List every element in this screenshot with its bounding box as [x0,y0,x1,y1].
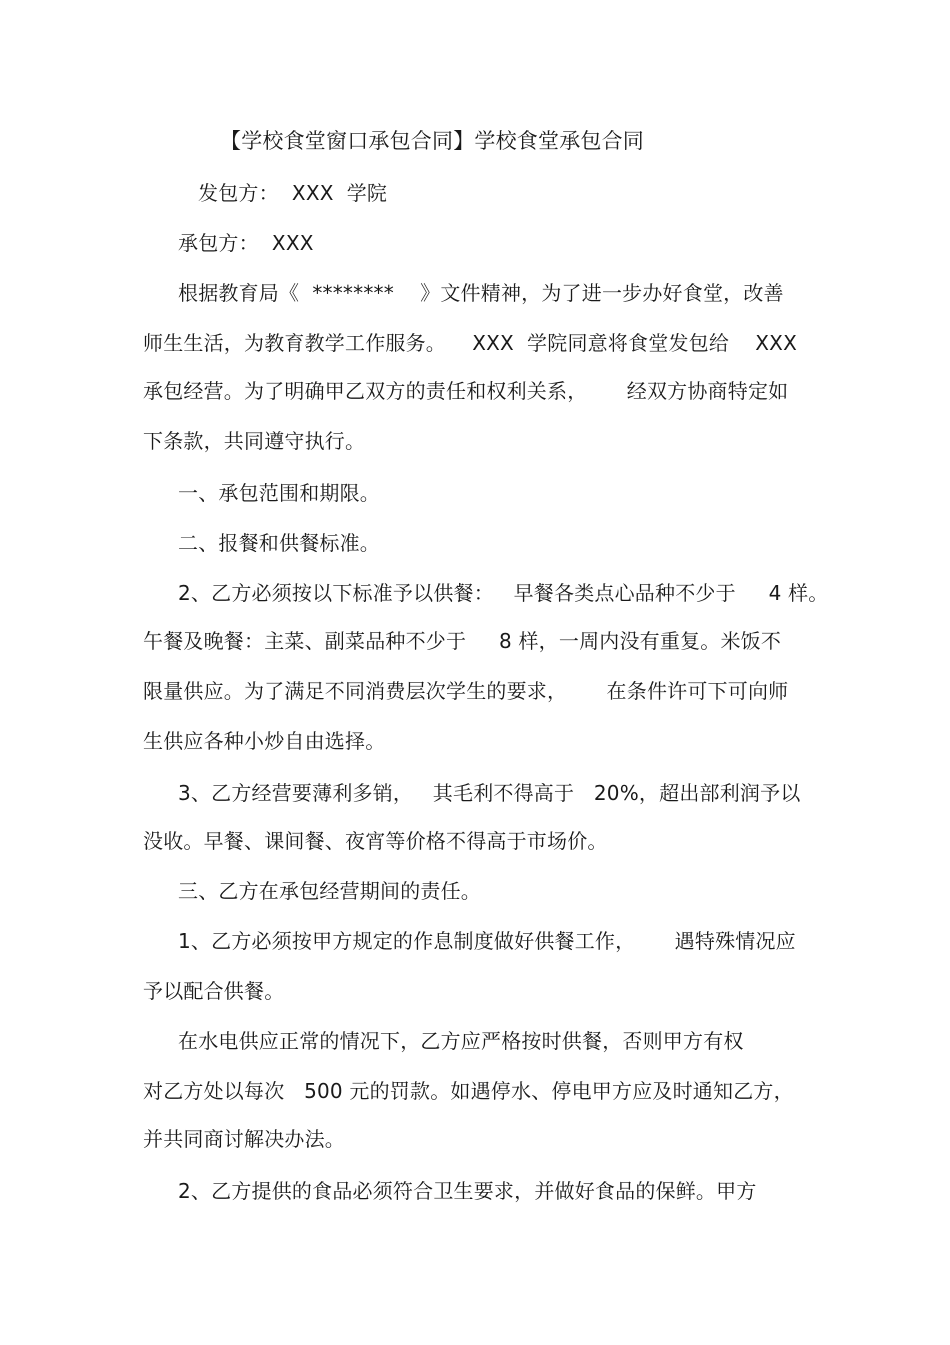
paragraph-line: 并共同商讨解决办法。 [143,1127,345,1151]
paragraph-line: 师生生活，为教育教学工作服务。 XXX 学院同意将食堂发包给 XXX [143,331,797,355]
paragraph-line: 根据教育局《 ******** 》文件精神，为了进一步办好食堂，改善 [178,281,784,305]
paragraph-line: 1、乙方必须按甲方规定的作息制度做好供餐工作， 遇特殊情况应 [178,929,796,953]
paragraph-line: 对乙方处以每次 500 元的罚款。如遇停水、停电甲方应及时通知乙方， [143,1079,794,1103]
paragraph-line: 在水电供应正常的情况下，乙方应严格按时供餐，否则甲方有权 [178,1029,744,1053]
paragraph-line: 没收。早餐、课间餐、夜宵等价格不得高于市场价。 [143,829,608,853]
paragraph-line: 午餐及晚餐：主菜、副菜品种不少于 8 样，一周内没有重复。米饭不 [143,629,782,653]
paragraph-line: 生供应各种小炒自由选择。 [143,729,386,753]
paragraph-line: 下条款，共同遵守执行。 [143,429,366,453]
paragraph-line: 予以配合供餐。 [143,979,285,1003]
paragraph-line: 2、乙方提供的食品必须符合卫生要求，并做好食品的保鲜。甲方 [178,1179,757,1203]
paragraph-line: 限量供应。为了满足不同消费层次学生的要求， 在条件许可下可向师 [143,679,789,703]
party-b-line: 承包方： XXX [178,231,314,255]
party-a-line: 发包方： XXX 学院 [198,181,388,205]
section-heading: 一、承包范围和期限。 [178,481,380,505]
section-heading: 二、报餐和供餐标准。 [178,531,380,555]
document-title: 【学校食堂窗口承包合同】学校食堂承包合同 [220,129,644,153]
section-heading: 三、乙方在承包经营期间的责任。 [178,879,481,903]
paragraph-line: 3、乙方经营要薄利多销， 其毛利不得高于 20%，超出部利润予以 [178,781,801,805]
paragraph-line: 承包经营。为了明确甲乙双方的责任和权利关系， 经双方协商特定如 [143,379,789,403]
paragraph-line: 2、乙方必须按以下标准予以供餐： 早餐各类点心品种不少于 4 样。 [178,581,829,605]
